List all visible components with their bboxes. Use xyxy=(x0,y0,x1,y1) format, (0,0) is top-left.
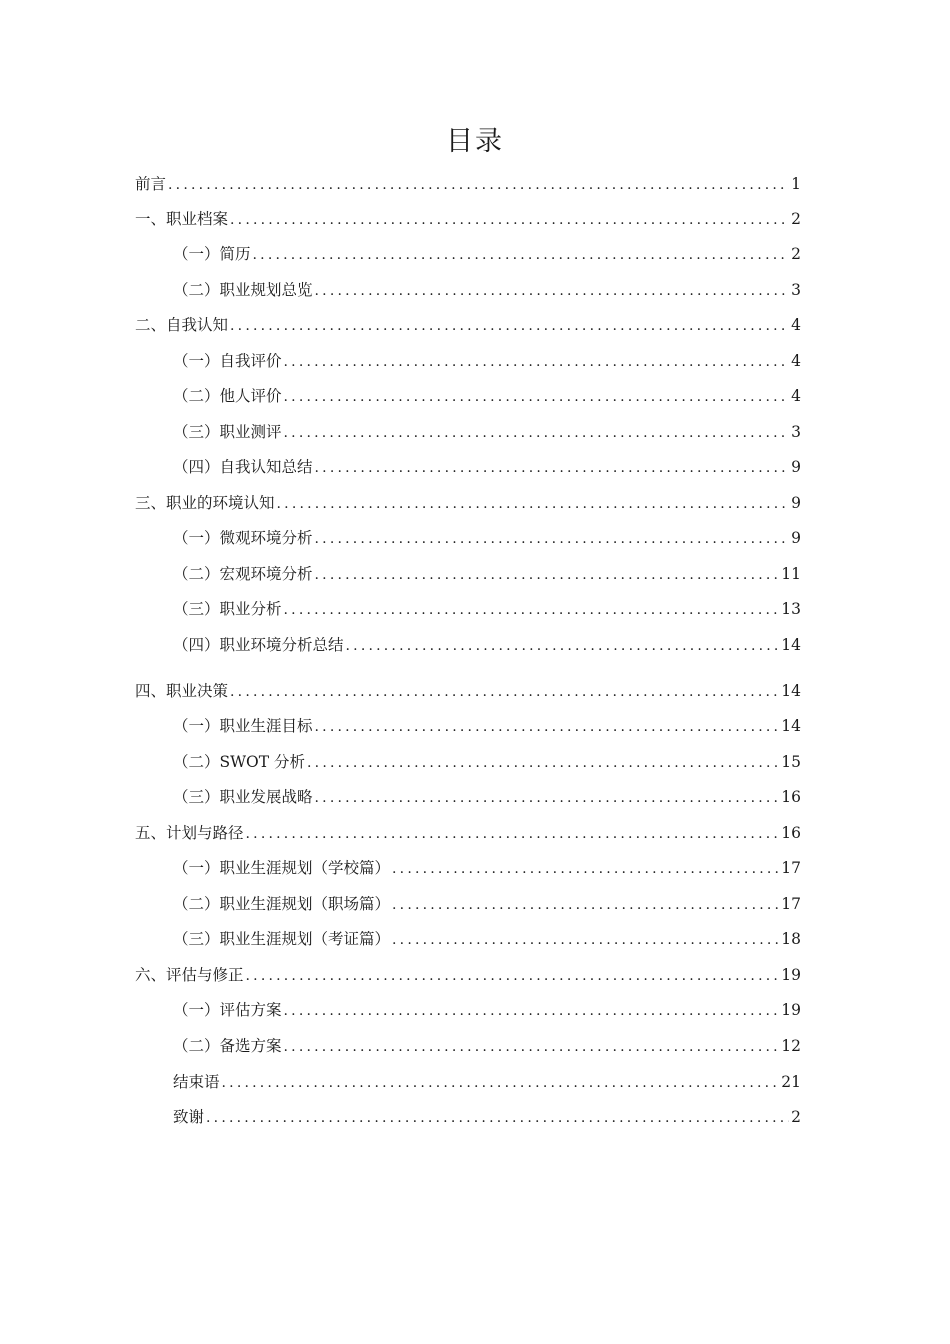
toc-leader-dots xyxy=(230,680,779,703)
toc-leader-dots xyxy=(315,527,790,550)
toc-entry-label: （三）职业发展战略 xyxy=(173,788,313,806)
toc-entry-career-decision[interactable] xyxy=(135,679,801,703)
toc-entry-label: （四）职业环境分析总结 xyxy=(173,636,344,654)
toc-page-number: 2 xyxy=(791,245,801,263)
toc-leader-dots xyxy=(346,634,780,657)
toc-entry-label: （二）职业规划总览 xyxy=(173,281,313,299)
toc-entry-label: 三、职业的环境认知 xyxy=(135,494,275,512)
toc-page-number: 14 xyxy=(781,682,801,700)
toc-entry-plan-and-path[interactable] xyxy=(135,821,801,845)
toc-entry-label: （二）SWOT 分析 xyxy=(173,753,306,771)
toc-leader-dots xyxy=(246,964,780,987)
toc-page-number: 19 xyxy=(781,1001,801,1019)
toc-entry-label: （四）自我认知总结 xyxy=(173,458,313,476)
toc-leader-dots xyxy=(246,822,780,845)
toc-page-number: 11 xyxy=(781,565,801,583)
toc-entry-career-plan-overview[interactable] xyxy=(173,278,801,302)
toc-page-number: 16 xyxy=(781,824,801,842)
toc-entry-label: 一、职业档案 xyxy=(135,210,229,228)
toc-leader-dots xyxy=(222,1071,780,1094)
toc-leader-dots xyxy=(392,857,779,880)
toc-leader-dots xyxy=(284,421,790,444)
toc-entry-label: 五、计划与路径 xyxy=(135,824,244,842)
toc-entry-label: （二）职业生涯规划（职场篇） xyxy=(173,895,391,913)
toc-entry-label: 四、职业决策 xyxy=(135,682,229,700)
toc-page-number: 17 xyxy=(781,895,801,913)
toc-entry-career-assessment[interactable] xyxy=(173,420,801,444)
toc-entry-label: 结束语 xyxy=(173,1073,220,1091)
toc-leader-dots xyxy=(277,492,790,515)
toc-leader-dots xyxy=(315,456,790,479)
toc-title: 目录 xyxy=(446,126,504,157)
toc-entry-environment-awareness[interactable] xyxy=(135,491,801,515)
toc-page-number: 14 xyxy=(781,717,801,735)
toc-entry-career-analysis[interactable] xyxy=(173,597,801,621)
toc-entry-macro-environment[interactable] xyxy=(173,562,801,586)
toc-entry-career-goals[interactable] xyxy=(173,714,801,738)
toc-page-number: 14 xyxy=(781,636,801,654)
toc-entry-label: （一）评估方案 xyxy=(173,1001,282,1019)
toc-leader-dots xyxy=(284,598,780,621)
toc-page-number: 4 xyxy=(791,316,801,334)
toc-leader-dots xyxy=(284,350,790,373)
toc-entry-evaluation-revision[interactable] xyxy=(135,963,801,987)
toc-entry-self-awareness[interactable] xyxy=(135,313,801,337)
toc-leader-dots xyxy=(315,563,780,586)
toc-page-number: 21 xyxy=(781,1073,801,1091)
toc-entry-label: （一）职业生涯规划（学校篇） xyxy=(173,859,391,877)
toc-page-number: 12 xyxy=(781,1037,801,1055)
toc-page-number: 9 xyxy=(791,494,801,512)
toc-entry-label: （二）他人评价 xyxy=(173,387,282,405)
toc-entry-evaluation-plan[interactable] xyxy=(173,998,801,1022)
toc-entry-alternative-plan[interactable] xyxy=(173,1034,801,1058)
toc-page-number: 9 xyxy=(791,529,801,547)
toc-page-number: 1 xyxy=(791,175,801,193)
toc-leader-dots xyxy=(315,715,780,738)
toc-entry-plan-school[interactable] xyxy=(173,856,801,880)
toc-page-number: 17 xyxy=(781,859,801,877)
toc-leader-dots xyxy=(284,385,790,408)
toc-entry-self-awareness-summary[interactable] xyxy=(173,455,801,479)
toc-entry-acknowledgements[interactable] xyxy=(173,1105,801,1129)
toc-page-number: 19 xyxy=(781,966,801,984)
toc-leader-dots xyxy=(284,1035,780,1058)
toc-page-number: 2 xyxy=(791,210,801,228)
toc-entry-label: （一）职业生涯目标 xyxy=(173,717,313,735)
toc-entry-label: 前言 xyxy=(135,175,167,193)
toc-entry-label: 致谢 xyxy=(173,1108,205,1126)
toc-entry-plan-certification[interactable] xyxy=(173,927,801,951)
toc-entry-swot-analysis[interactable] xyxy=(173,750,801,774)
toc-entry-label: （二）宏观环境分析 xyxy=(173,565,313,583)
toc-leader-dots xyxy=(168,173,789,196)
toc-leader-dots xyxy=(230,208,789,231)
toc-page-number: 18 xyxy=(781,930,801,948)
toc-leader-dots xyxy=(230,314,789,337)
toc-entry-label: （一）简历 xyxy=(173,245,251,263)
toc-page-number: 15 xyxy=(781,753,801,771)
toc-leader-dots xyxy=(307,751,779,774)
toc-entry-label: 二、自我认知 xyxy=(135,316,229,334)
toc-entry-others-evaluation[interactable] xyxy=(173,384,801,408)
toc-page-number: 4 xyxy=(791,352,801,370)
toc-page-number: 13 xyxy=(781,600,801,618)
toc-page-number: 16 xyxy=(781,788,801,806)
toc-entry-conclusion[interactable] xyxy=(173,1070,801,1094)
toc-entry-label: （二）备选方案 xyxy=(173,1037,282,1055)
toc-entry-environment-summary[interactable] xyxy=(173,633,801,657)
toc-entry-label: （三）职业测评 xyxy=(173,423,282,441)
toc-entry-self-evaluation[interactable] xyxy=(173,349,801,373)
toc-entry-label: （一）微观环境分析 xyxy=(173,529,313,547)
toc-entry-label: 六、评估与修正 xyxy=(135,966,244,984)
toc-leader-dots xyxy=(315,279,790,302)
toc-entry-micro-environment[interactable] xyxy=(173,526,801,550)
toc-leader-dots xyxy=(315,786,780,809)
toc-leader-dots xyxy=(284,999,780,1022)
toc-page-number: 4 xyxy=(791,387,801,405)
toc-entry-development-strategy[interactable] xyxy=(173,785,801,809)
toc-page-number: 3 xyxy=(791,281,801,299)
toc-entry-preface[interactable] xyxy=(135,172,801,196)
toc-entry-label: （三）职业分析 xyxy=(173,600,282,618)
toc-leader-dots xyxy=(206,1106,789,1129)
toc-leader-dots xyxy=(253,243,790,266)
toc-entry-plan-workplace[interactable] xyxy=(173,892,801,916)
toc-page-number: 3 xyxy=(791,423,801,441)
toc-leader-dots xyxy=(392,928,779,951)
toc-entry-label: （一）自我评价 xyxy=(173,352,282,370)
toc-page-number: 2 xyxy=(791,1108,801,1126)
toc-entry-career-profile[interactable] xyxy=(135,207,801,231)
toc-page-number: 9 xyxy=(791,458,801,476)
toc-leader-dots xyxy=(392,893,779,916)
toc-entry-resume[interactable] xyxy=(173,242,801,266)
toc-entry-label: （三）职业生涯规划（考证篇） xyxy=(173,930,391,948)
